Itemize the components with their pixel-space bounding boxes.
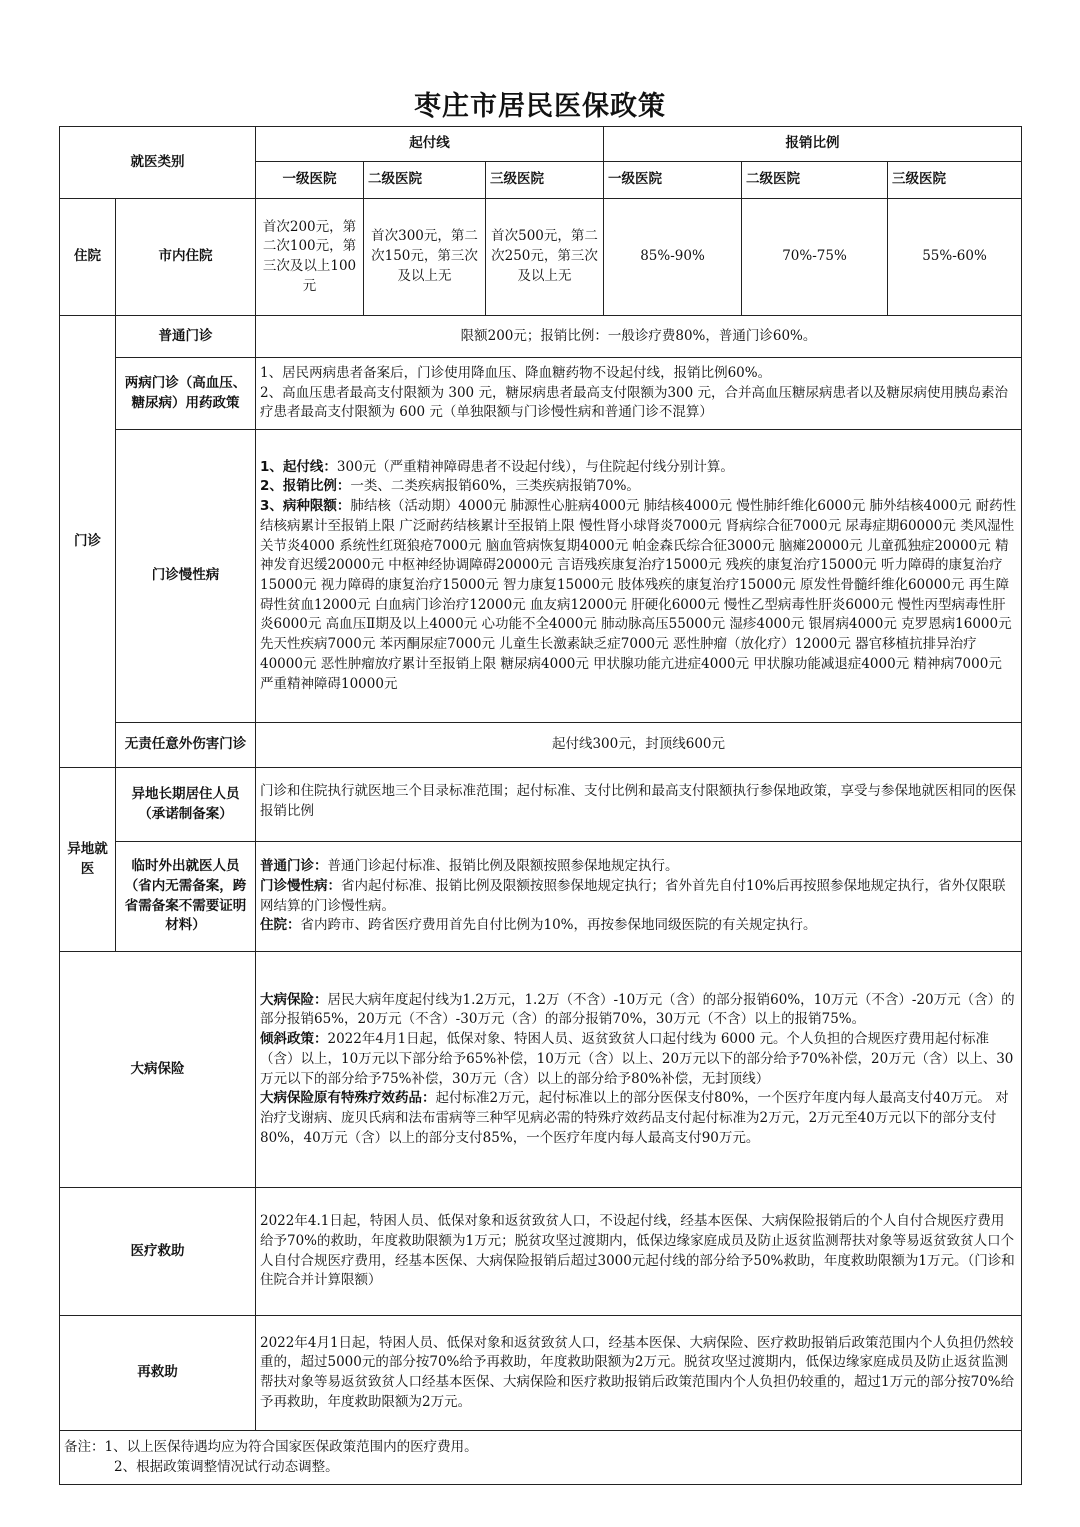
- chronic-text-2: 一类、二类疾病报销60%，三类疾病报销70%。: [350, 478, 640, 495]
- long-term-text: 门诊和住院执行就医地三个目录标准范围；起付标准、支付比例和最高支付限额执行参保地政策，享受与参保地就医相同的医保报销比例: [256, 768, 1022, 842]
- inpatient-group: 住院: [60, 199, 116, 316]
- re-aid-row: [60, 1316, 1022, 1431]
- policy-table: [59, 126, 1022, 1485]
- chronic-row: [60, 430, 1022, 723]
- medical-aid-row: [60, 1188, 1022, 1316]
- outpatient-group: 门诊: [60, 316, 116, 768]
- re-aid-label: 再救助: [60, 1316, 256, 1431]
- temporary-text-3: 省内跨市、跨省医疗费用首先自付比例为10%，再按参保地同级医院的有关规定执行。: [300, 917, 817, 934]
- deductible-header: 起付线: [256, 127, 604, 162]
- medical-aid-text: 2022年4.1日起，特困人员、低保对象和返贫致贫人口，不设起付线，经基本医保、大病保险报销后的个人自付合规医疗费用给予70%的救助，年度救助限额为1万元；脱贫攻坚过渡期内，低保边缘家庭成员及防止返贫监测帮扶对象等易返贫致贫人口个人自付合规医疗费用，经基本医保、大病保险报销后超过3000元起付线的部分给予50%救助，年度救助限额为1万元。（门诊和住院合并计算限额）: [256, 1188, 1022, 1316]
- inpatient-ratio-1: 85%-90%: [604, 199, 742, 316]
- two-diseases-line-2: 2、高血压患者最高支付限额为 300 元，糖尿病患者最高支付限额为300 元，合并高血压糖尿病患者以及糖尿病使用胰岛素治疗患者最高支付限额为 600 元（单独限额与门诊慢性病和普通门诊不混算）: [260, 384, 1008, 421]
- chronic-key-3: 3、病种限额：: [260, 498, 351, 515]
- two-diseases-label: 两病门诊（高血压、糖尿病）用药政策: [116, 358, 256, 430]
- general-outpatient-text: 限额200元；报销比例：一般诊疗费80%，普通门诊60%。: [256, 316, 1022, 358]
- ratio-header: 报销比例: [604, 127, 1022, 162]
- notes-row: [60, 1431, 1022, 1485]
- ratio-level-2: 二级医院: [742, 162, 888, 199]
- accident-text: 起付线300元，封顶线600元: [256, 723, 1022, 768]
- accident-label: 无责任意外伤害门诊: [116, 723, 256, 768]
- inpatient-deductible-3: 首次500元，第二次250元，第三次及以上无: [486, 199, 604, 316]
- general-outpatient-row: [60, 316, 1022, 358]
- serious-illness-row: [60, 952, 1022, 1188]
- chronic-text: [256, 430, 1022, 723]
- inpatient-ratio-2: 70%-75%: [742, 199, 888, 316]
- re-aid-text: 2022年4月1日起，特困人员、低保对象和返贫致贫人口，经基本医保、大病保险、医疗救助报销后政策范围内个人负担仍然较重的，超过5000元的部分按70%给予再救助，年度救助限额为2万元。脱贫攻坚过渡期内，低保边缘家庭成员及防止返贫监测帮扶对象等易返贫致贫人口经基本医保、大病保险和医疗救助报销后政策范围内个人负担仍较重的，超过1万元的部分按70%给予再救助，年度救助限额为2万元。: [256, 1316, 1022, 1431]
- page-title: 枣庄市居民医保政策: [414, 91, 666, 122]
- header-row: [60, 127, 1022, 162]
- temporary-text: [256, 842, 1022, 952]
- temporary-key-2: 门诊慢性病：: [260, 877, 341, 894]
- ratio-level-3: 三级医院: [888, 162, 1022, 199]
- ratio-level-1: 一级医院: [604, 162, 742, 199]
- chronic-text-3: 肺结核（活动期）4000元 肺源性心脏病4000元 肺结核4000元 慢性肺纤维化6000元 肺外结核4000元 耐药性结核病累计至报销上限 广泛耐药结核累计至报销上限 慢性肾小球肾炎7000元 肾病综合征7000元 尿毒症期60000元 类风湿性关节炎4000 系统性红斑狼疮7000元 脑血管病恢复期4000元 帕金森氏综合征3000元 脑瘫20000元 儿童孤独症20000元 精神发育迟缓20000元 中枢神经协调障碍20000元 言语残疾康复治疗15000元 残疾的康复治疗15000元 听力障碍的康复治疗15000元 视力障碍的康复治疗15000元 智力康复15000元 肢体残疾的康复治疗15000元 原发性骨髓纤维化60000元 再生障碍性贫血12000元 白血病门诊治疗12000元 血友病12000元 肝硬化6000元 慢性乙型病毒性肝炎6000元 慢性丙型病毒性肝炎6000元 高血压Ⅱ期及以上4000元 心功能不全4000元 肺动脉高压55000元 湿疹4000元 银屑病4000元 克罗恩病16000元 先天性疾病7000元 苯丙酮尿症7000元 儿童生长激素缺乏症7000元 恶性肿瘤（放化疗）12000元 器官移植抗排异治疗40000元 恶性肿瘤放疗累计至报销上限 糖尿病4000元 甲状腺功能亢进症4000元 甲状腺功能减退症4000元 精神病7000元 严重精神障碍10000元: [260, 498, 1017, 692]
- offsite-group: 异地就医: [60, 768, 116, 952]
- temporary-text-2: 省内起付标准、报销比例及限额按照参保地规定执行；省外首先自付10%后再按照参保地规定执行，省外仅限联网结算的门诊慢性病。: [260, 877, 1006, 914]
- serious-key-3: 大病保险原有特殊疗效药品：: [260, 1090, 436, 1107]
- long-term-row: [60, 768, 1022, 842]
- note-line-2: 2、根据政策调整情况试行动态调整。: [114, 1458, 339, 1475]
- two-diseases-row: [60, 358, 1022, 430]
- serious-text-3: 起付标准2万元，起付标准以上的部分医保支付80%，一个医疗年度内每人最高支付40万元。 对治疗戈谢病、庞贝氏病和法布雷病等三种罕见病必需的特殊疗效药品支付起付标准为2万元，2万元至40万元以下的部分支付80%，40万元（含）以上的部分支付85%，一个医疗年度内每人最高支付90万元。: [260, 1090, 1009, 1146]
- medical-aid-label: 医疗救助: [60, 1188, 256, 1316]
- accident-row: [60, 723, 1022, 768]
- temporary-row: [60, 842, 1022, 952]
- chronic-text-1: 300元（严重精神障碍患者不设起付线），与住院起付线分别计算。: [336, 458, 734, 475]
- inpatient-ratio-3: 55%-60%: [888, 199, 1022, 316]
- temporary-key-3: 住院：: [260, 917, 301, 934]
- temporary-key-1: 普通门诊：: [260, 858, 328, 875]
- deductible-level-3: 三级医院: [486, 162, 604, 199]
- serious-illness-text: [256, 952, 1022, 1188]
- inpatient-item: 市内住院: [116, 199, 256, 316]
- deductible-level-1: 一级医院: [256, 162, 364, 199]
- serious-illness-label: 大病保险: [60, 952, 256, 1188]
- notes: [60, 1431, 1022, 1485]
- temporary-label: 临时外出就医人员（省内无需备案，跨省需备案不需要证明材料）: [116, 842, 256, 952]
- inpatient-row: [60, 199, 1022, 316]
- general-outpatient-label: 普通门诊: [116, 316, 256, 358]
- long-term-label: 异地长期居住人员（承诺制备案）: [116, 768, 256, 842]
- deductible-level-2: 二级医院: [364, 162, 486, 199]
- chronic-key-2: 2、报销比例：: [260, 478, 351, 495]
- inpatient-deductible-2: 首次300元，第二次150元，第三次及以上无: [364, 199, 486, 316]
- note-line-1: 备注：1、以上医保待遇均应为符合国家医保政策范围内的医疗费用。: [64, 1438, 478, 1455]
- category-header: 就医类别: [60, 127, 256, 199]
- chronic-key-1: 1、起付线：: [260, 458, 337, 475]
- two-diseases-line-1: 1、居民两病患者备案后，门诊使用降血压、降血糖药物不设起付线，报销比例60%。: [260, 364, 772, 381]
- inpatient-deductible-1: 首次200元，第二次100元，第三次及以上100元: [256, 199, 364, 316]
- temporary-text-1: 普通门诊起付标准、报销比例及限额按照参保地规定执行。: [327, 858, 679, 875]
- serious-key-2: 倾斜政策：: [260, 1031, 328, 1048]
- serious-text-1: 居民大病年度起付线为1.2万元，1.2万（不含）-10万元（含）的部分报销60%，10万元（不含）-20万元（含）的部分报销65%，20万元（不含）-30万元（含）的部分报销70%，30万元（不含）以上的报销75%。: [260, 991, 1015, 1028]
- serious-key-1: 大病保险：: [260, 991, 328, 1008]
- serious-text-2: 2022年4月1日起，低保对象、特困人员、返贫致贫人口起付线为 6000 元。个人负担的合规医疗费用起付标准（含）以上，10万元以下部分给予65%补偿，10万元（含）以上、20万元以下的部分给予70%补偿，20万元（含）以上、30万元以下的部分给予75%补偿，30万元（含）以上的部分给予80%补偿，无封顶线）: [260, 1031, 1014, 1087]
- chronic-label: 门诊慢性病: [116, 430, 256, 723]
- two-diseases-text: [256, 358, 1022, 430]
